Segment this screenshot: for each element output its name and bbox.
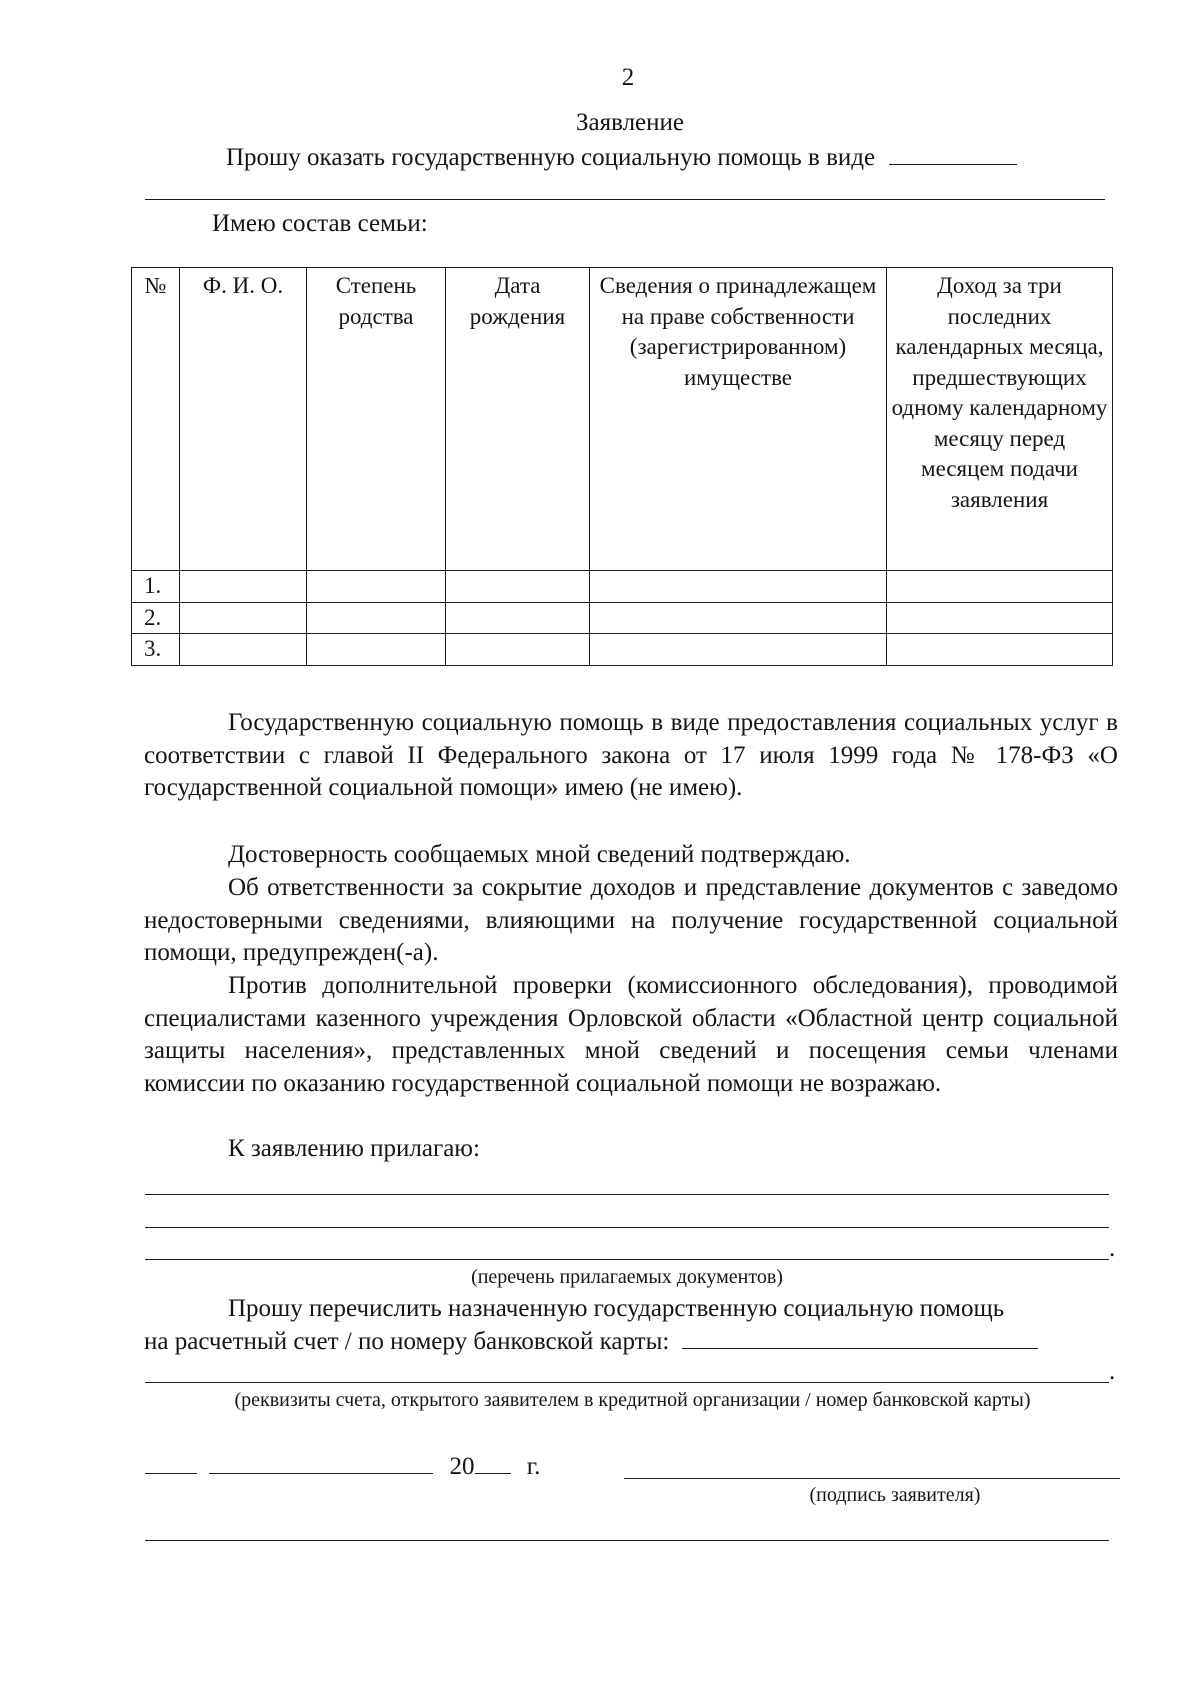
- table-row: [132, 571, 1113, 603]
- row-number: 2.: [132, 602, 180, 634]
- header-property-info: Сведения о принадлежащем на праве собственности (зарегистрированном) имуществе: [590, 268, 887, 571]
- line-end-dot: .: [1109, 1358, 1116, 1385]
- row-number: 1.: [132, 571, 180, 603]
- paragraph-accuracy: Достоверность сообщаемых мной сведений подтверждаю.: [228, 841, 851, 868]
- birth-date-cell[interactable]: [446, 602, 590, 634]
- assistance-type-field[interactable]: [889, 142, 1017, 165]
- income-cell[interactable]: [887, 602, 1113, 634]
- full-name-cell[interactable]: [180, 571, 307, 603]
- bank-account-field[interactable]: [682, 1326, 1038, 1349]
- full-name-cell[interactable]: [180, 634, 307, 666]
- paragraph-transfer-request: Прошу перечислить назначенную государственную социальную помощь: [228, 1295, 1005, 1322]
- date-year-field[interactable]: [475, 1451, 511, 1474]
- birth-date-cell[interactable]: [446, 634, 590, 666]
- date-year-prefix: 20: [449, 1453, 475, 1480]
- property-cell[interactable]: [590, 571, 887, 603]
- bank-account-field-continuation[interactable]: [145, 1382, 1109, 1383]
- transfer-account-line: [144, 1326, 1038, 1356]
- income-cell[interactable]: [887, 571, 1113, 603]
- date-day-field[interactable]: [145, 1451, 197, 1474]
- date-month-field[interactable]: [209, 1451, 433, 1474]
- attachments-line-1[interactable]: [145, 1194, 1109, 1195]
- header-income: Доход за три последних календарных месяца, предшествующих одному календарному месяцу перед месяцем подачи заявления: [887, 268, 1113, 571]
- row-number: 3.: [132, 634, 180, 666]
- relationship-cell[interactable]: [307, 634, 446, 666]
- line-end-dot: .: [1109, 1235, 1116, 1262]
- table-row: [132, 634, 1113, 666]
- bank-details-caption: (реквизиты счета, открытого заявителем в кредитной организации / номер банковской карты): [234, 1389, 1031, 1411]
- transfer-account-text: на расчетный счет / по номеру банковской карты:: [144, 1328, 670, 1355]
- signature-line[interactable]: [624, 1478, 1120, 1479]
- family-label: Имею состав семьи:: [212, 210, 428, 237]
- assistance-type-field-continuation[interactable]: [145, 199, 1105, 200]
- property-cell[interactable]: [590, 634, 887, 666]
- header-birth-date: Дата рождения: [446, 268, 590, 571]
- relationship-cell[interactable]: [307, 602, 446, 634]
- header-relationship: Степень родства: [307, 268, 446, 571]
- table-row: [132, 602, 1113, 634]
- paragraph-social-services: Государственную социальную помощь в виде предоставления социальных услуг в соответствии с главой II Федерального закона от 17 июля 1999 года № 178-ФЗ «О государственной социальной помощи» имею (не имею).: [144, 709, 1118, 801]
- paragraph-attachments-intro: К заявлению прилагаю:: [228, 1135, 480, 1162]
- request-line: [226, 142, 1017, 172]
- attachments-line-2[interactable]: [145, 1227, 1109, 1228]
- relationship-cell[interactable]: [307, 571, 446, 603]
- bottom-line[interactable]: [145, 1540, 1109, 1541]
- table-header-row: [132, 268, 1113, 571]
- income-cell[interactable]: [887, 634, 1113, 666]
- birth-date-cell[interactable]: [446, 571, 590, 603]
- header-number: №: [132, 268, 180, 571]
- signature-caption: (подпись заявителя): [809, 1484, 981, 1506]
- attachments-line-3[interactable]: [145, 1259, 1109, 1260]
- date-line: [145, 1451, 540, 1481]
- paragraph-responsibility: Об ответственности за сокрытие доходов и представление документов с заведомо недостоверными сведениями, влияющими на получение государственной социальной помощи, предупрежден(-а).: [144, 874, 1118, 966]
- header-full-name: Ф. И. О.: [180, 268, 307, 571]
- paragraph-verification-consent: Против дополнительной проверки (комиссионного обследования), проводимой специалистами казенного учреждения Орловской области «Областной центр социальной защиты населения», представленных мной сведений и посещения семьи членами комиссии по оказанию государственной социальной помощи не возражаю.: [144, 972, 1118, 1097]
- family-composition-table: [131, 267, 1113, 666]
- full-name-cell[interactable]: [180, 602, 307, 634]
- attachments-caption: (перечень прилагаемых документов): [471, 1266, 783, 1288]
- page-number: 2: [621, 64, 635, 91]
- property-cell[interactable]: [590, 602, 887, 634]
- date-year-suffix: г.: [526, 1453, 541, 1480]
- request-text: Прошу оказать государственную социальную помощь в виде: [226, 144, 876, 171]
- document-title: Заявление: [575, 109, 685, 136]
